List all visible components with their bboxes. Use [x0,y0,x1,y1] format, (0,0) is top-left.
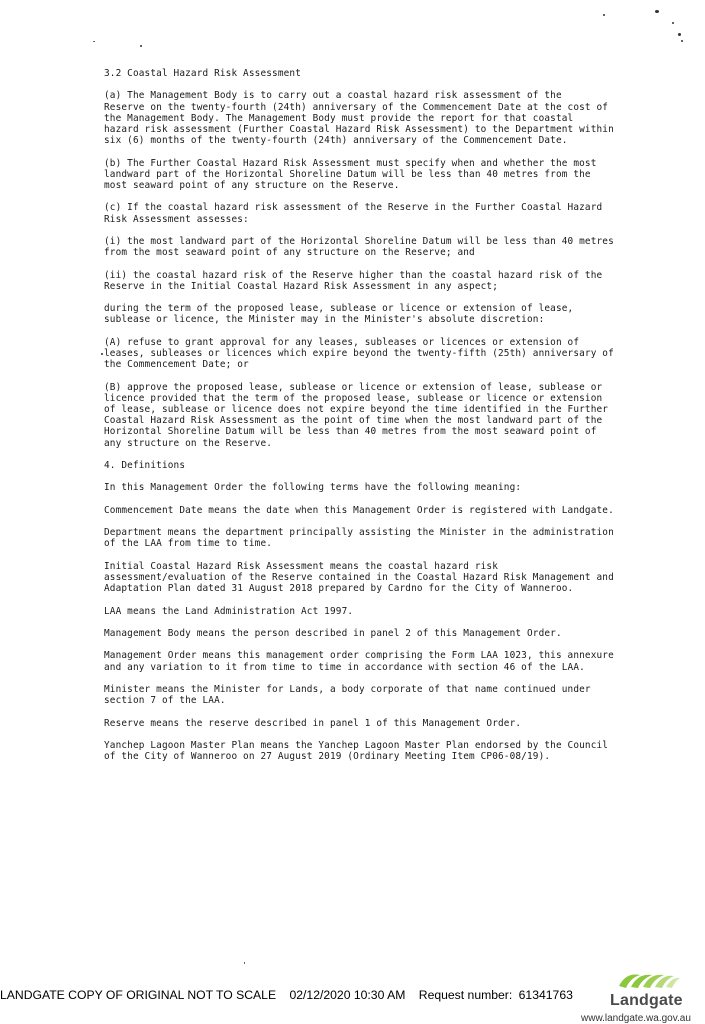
scan-speck [655,10,659,13]
clause-a: (a) The Management Body is to carry out a coastal hazard risk assessment of the Reserve on the twenty-fourth (24th) anniversary of the Commencement Date at the cost of the Management Body. The Management Body must provide the report for that coastal hazard risk assessment (Further Coastal Hazard Risk Assessment) to the Department within six (6) months of the twenty-fourth (24th) anniversary of the Commencement Date. [104,90,614,147]
definition-management-order: Management Order means this management order comprising the Form LAA 1023, this annexure and any variation to it from time to time in accordance with section 46 of the LAA. [104,650,614,673]
clause-b: (b) The Further Coastal Hazard Risk Assessment must specify when and whether the most landward part of the Horizontal Shoreline Datum will be less than 40 metres from the most seaward point of any structure on the Reserve. [104,157,597,191]
document-body [104,68,660,773]
definition-reserve: Reserve means the reserve described in panel 1 of this Management Order. [104,717,522,729]
clause-A: (A) refuse to grant approval for any leases, subleases or licences or extension of leases, subleases or licences which expire beyond the twenty-fifth (25th) anniversary of the Commencement Date; or [104,336,614,371]
request-label: Request number: [418,988,513,1002]
definition-yanchep-master-plan: Yanchep Lagoon Master Plan means the Yanchep Lagoon Master Plan endorsed by the Council of the City of Wanneroo on 27 August 2019 (Ordinary Meeting Item CP06-08/19). [104,739,609,763]
scan-speck [101,353,103,355]
scan-speck [93,41,95,42]
request-number: 61341763 [518,988,573,1002]
scan-speck [672,22,674,24]
landgate-url: www.landgate.wa.gov.au [581,1013,691,1024]
copy-notice: LANDGATE COPY OF ORIGINAL NOT TO SCALE [0,988,277,1002]
timestamp: 02/12/2020 10:30 AM [289,988,406,1002]
definitions-intro: In this Management Order the following terms have the following meaning: [104,482,522,494]
definition-laa: LAA means the Land Administration Act 1997. [104,605,354,617]
clause-during: during the term of the proposed lease, sublease or licence or extension of lease, sublease or licence, the Minister may in the Minister's absolute discretion: [104,303,574,326]
definition-commencement-date: Commencement Date means the date when this Management Order is registered with Landgate. [104,504,614,516]
footer-stamp [0,988,600,1002]
scan-speck [678,33,681,36]
clause-c: (c) If the coastal hazard risk assessment of the Reserve in the Further Coastal Hazard Risk Assessment assesses: [104,202,603,225]
definition-minister: Minister means the Minister for Lands, a body corporate of that name continued under section 7 of the LAA. [104,683,591,707]
clause-c-i: (i) the most landward part of the Horizontal Shoreline Datum will be less than 40 metres from the most seaward point of any structure on the Reserve; and [104,235,614,259]
scan-speck [140,45,142,47]
definition-initial-assessment: Initial Coastal Hazard Risk Assessment means the coastal hazard risk assessment/evaluation of the Reserve contained in the Coastal Hazard Risk Management and Adaptation Plan dated 31 August 2018 prepared by Cardno for the City of Wanneroo. [104,560,614,595]
scan-speck [603,14,605,16]
definition-management-body: Management Body means the person described in panel 2 of this Management Order. [104,627,562,639]
section-heading: 3.2 Coastal Hazard Risk Assessment [104,68,302,79]
scan-speck [681,40,683,42]
clause-c-ii: (ii) the coastal hazard risk of the Reserve higher than the coastal hazard risk of the Reserve in the Initial Coastal Hazard Risk Assessment in any aspect; [104,269,603,292]
scan-speck [244,962,245,964]
definition-department: Department means the department principally assisting the Minister in the administration of the LAA from time to time. [104,527,614,550]
clause-B: (B) approve the proposed lease, sublease or licence or extension of lease, sublease or licence provided that the term of the proposed lease, sublease or licence or extension of lease, sublease or licence does not expire beyond the time identified in the Further Coastal Hazard Risk Assessment as the point of time when the most landward part of the Horizontal Shoreline Datum will be less than 40 metres from the most seaward point of any structure on the Reserve. [104,381,609,449]
definitions-heading: 4. Definitions [104,459,186,471]
landgate-logo-text: Landgate [610,992,683,1009]
